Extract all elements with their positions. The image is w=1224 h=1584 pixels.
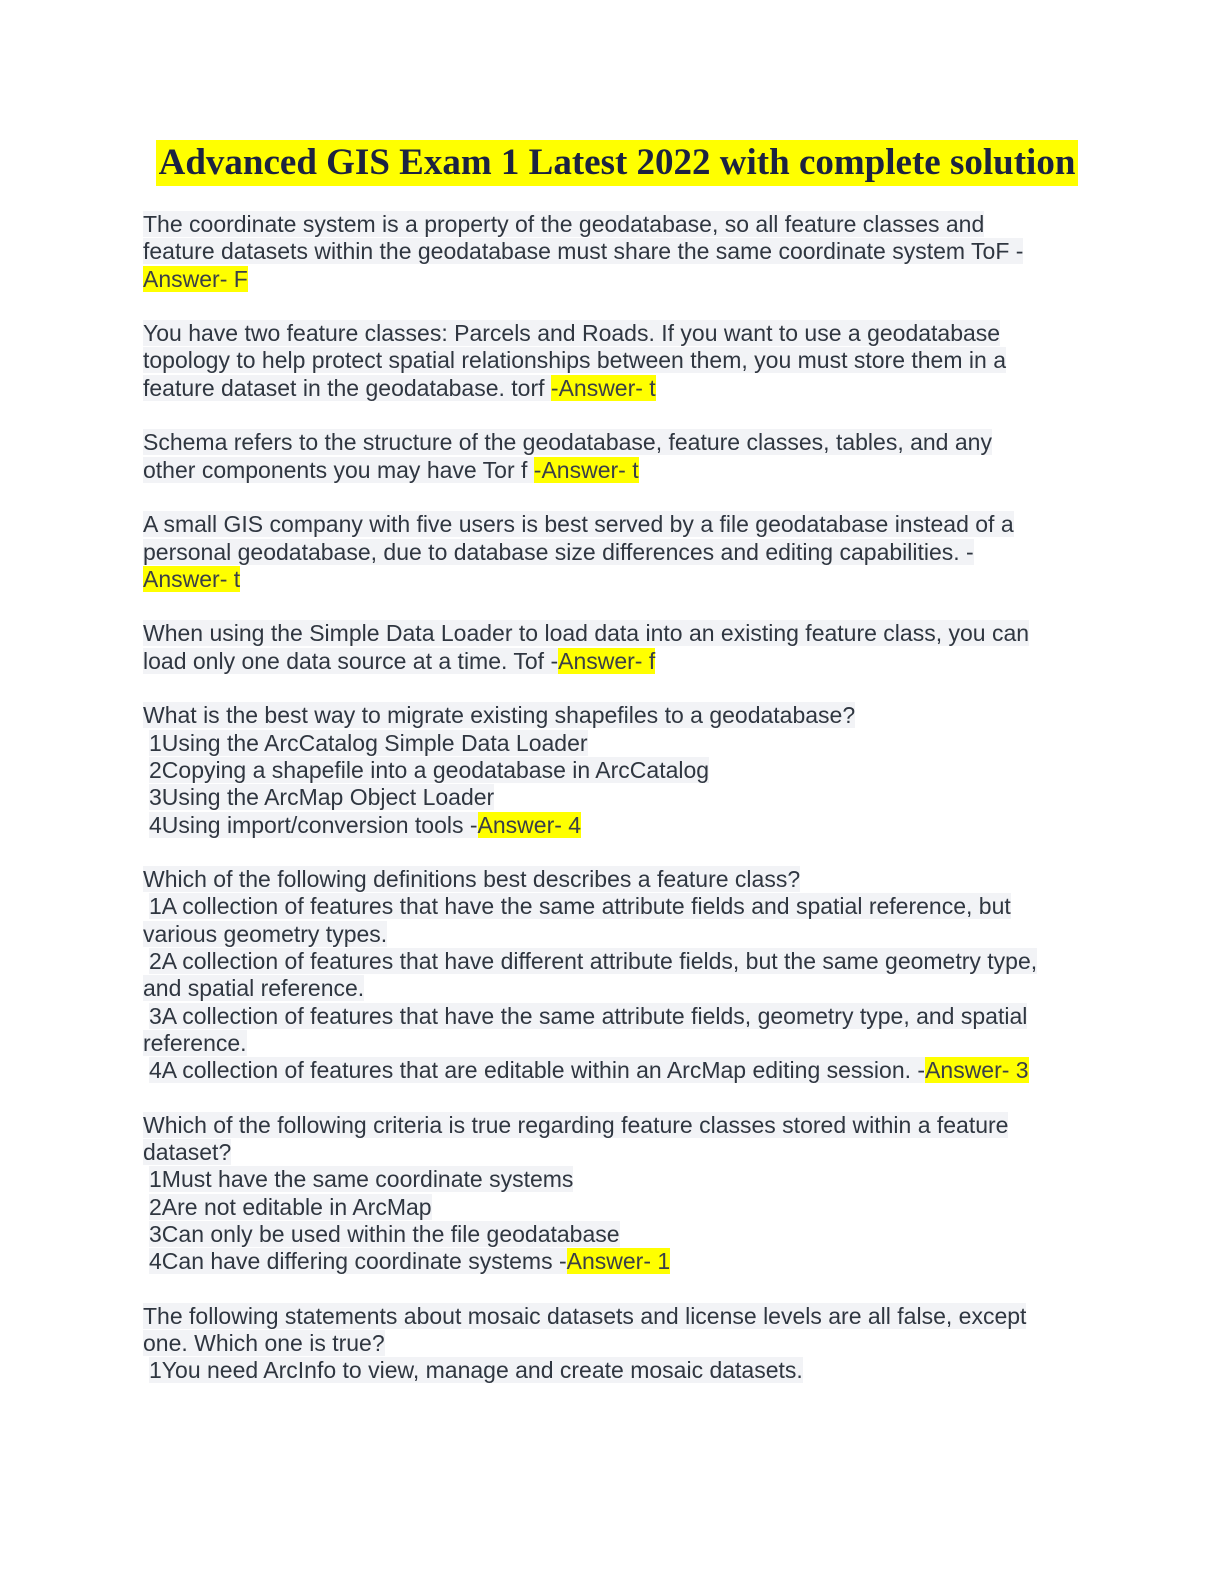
line-text: What is the best way to migrate existing shapefiles to a geodatabase? [143, 702, 856, 729]
line-text: 3A collection of features that have the same attribute fields, geometry type, and spatial [149, 1002, 1028, 1029]
question-text-line [143, 347, 1083, 374]
line-text: 1Must have the same coordinate systems [149, 1166, 574, 1193]
line-text: personal geodatabase, due to database size differences and editing capabilities. - [143, 538, 974, 565]
line-text: 1Using the ArcCatalog Simple Data Loader [149, 729, 588, 756]
question-block [143, 429, 1083, 484]
answer-option-line [143, 1057, 1083, 1084]
answer-option-line [143, 1357, 1083, 1384]
question-block [143, 702, 1083, 838]
line-text: A small GIS company with five users is best served by a file geodatabase instead of a [143, 511, 1014, 538]
line-text: The following statements about mosaic datasets and license levels are all false, except [143, 1302, 1027, 1329]
answer-option-line [143, 948, 1083, 975]
answer-highlight: -Answer- t [533, 456, 639, 483]
line-text: 3Using the ArcMap Object Loader [149, 784, 495, 811]
line-text: 4Using import/conversion tools - [149, 811, 478, 838]
answer-highlight: Answer- 3 [925, 1057, 1029, 1084]
question-text-line [143, 620, 1083, 647]
line-text: load only one data source at a time. Tof - [143, 647, 559, 674]
line-text: other components you may have Tor f [143, 456, 534, 483]
question-text-line [143, 566, 1083, 593]
answer-option-line [143, 1248, 1083, 1275]
answer-option-line [143, 1221, 1083, 1248]
question-block [143, 320, 1083, 402]
line-text: The coordinate system is a property of the geodatabase, so all feature classes and [143, 211, 985, 237]
question-block [143, 211, 1083, 293]
question-text-line [143, 1139, 1083, 1166]
line-text: reference. [143, 1029, 247, 1056]
answer-option-line [143, 757, 1083, 784]
question-block [143, 1112, 1083, 1276]
answer-option-line [143, 1166, 1083, 1193]
line-text: Which of the following definitions best describes a feature class? [143, 866, 801, 893]
question-text-line [143, 266, 1083, 293]
question-text-line [143, 539, 1083, 566]
line-text: dataset? [143, 1139, 232, 1166]
question-text-line [143, 866, 1083, 893]
question-block [143, 620, 1083, 675]
line-text: You have two feature classes: Parcels and Roads. If you want to use a geodatabase [143, 320, 1001, 347]
line-text: topology to help protect spatial relationships between them, you must store them in a [143, 347, 1006, 374]
question-block [143, 1303, 1083, 1385]
question-text-line [143, 375, 1083, 402]
question-block [143, 511, 1083, 593]
question-text-line [143, 975, 1083, 1002]
document-title: Advanced GIS Exam 1 Latest 2022 with complete solution [156, 140, 1079, 186]
question-text-line [143, 429, 1083, 456]
line-text: and spatial reference. [143, 975, 365, 1002]
answer-option-line [143, 893, 1083, 920]
line-text: 2Are not editable in ArcMap [149, 1193, 432, 1220]
question-text-line [143, 238, 1083, 265]
question-text-line [143, 1330, 1083, 1357]
line-text: 4Can have differing coordinate systems - [149, 1248, 567, 1275]
answer-highlight: Answer- f [558, 647, 656, 674]
line-text: 2Copying a shapefile into a geodatabase in ArcCatalog [149, 756, 710, 783]
line-text: 4A collection of features that are editable within an ArcMap editing session. - [149, 1057, 926, 1084]
answer-option-line [143, 784, 1083, 811]
answer-highlight: Answer- 4 [477, 811, 582, 838]
answer-option-line [143, 1003, 1083, 1030]
line-text: Which of the following criteria is true regarding feature classes stored within a feature [143, 1111, 1009, 1138]
line-text: feature datasets within the geodatabase must share the same coordinate system ToF - [143, 238, 1024, 265]
question-text-line [143, 320, 1083, 347]
line-text: 3Can only be used within the file geodatabase [149, 1220, 620, 1247]
question-text-line [143, 648, 1083, 675]
line-text: Schema refers to the structure of the geodatabase, feature classes, tables, and any [143, 429, 992, 456]
question-text-line [143, 702, 1083, 729]
answer-highlight: -Answer- t [550, 374, 656, 401]
question-text-line [143, 921, 1083, 948]
answer-option-line [143, 1194, 1083, 1221]
question-text-line [143, 457, 1083, 484]
line-text: 1You need ArcInfo to view, manage and create mosaic datasets. [149, 1357, 803, 1384]
answer-highlight: Answer- 1 [566, 1248, 671, 1275]
answer-option-line [143, 812, 1083, 839]
line-text: feature dataset in the geodatabase. torf [143, 374, 551, 401]
line-text: various geometry types. [143, 920, 388, 947]
answer-highlight: Answer- t [143, 565, 241, 592]
question-text-line [143, 1030, 1083, 1057]
answer-highlight: Answer- F [143, 265, 248, 292]
line-text: one. Which one is true? [143, 1330, 385, 1357]
title-container [0, 140, 1224, 186]
question-list [143, 211, 1083, 1412]
question-text-line [143, 1112, 1083, 1139]
question-text-line [143, 211, 1083, 238]
line-text: 1A collection of features that have the same attribute fields and spatial reference, but [149, 893, 1011, 920]
answer-option-line [143, 730, 1083, 757]
line-text: 2A collection of features that have different attribute fields, but the same geometry type, [149, 948, 1038, 975]
question-text-line [143, 1303, 1083, 1330]
line-text: When using the Simple Data Loader to load data into an existing feature class, you can [143, 620, 1030, 647]
question-block [143, 866, 1083, 1084]
question-text-line [143, 511, 1083, 538]
